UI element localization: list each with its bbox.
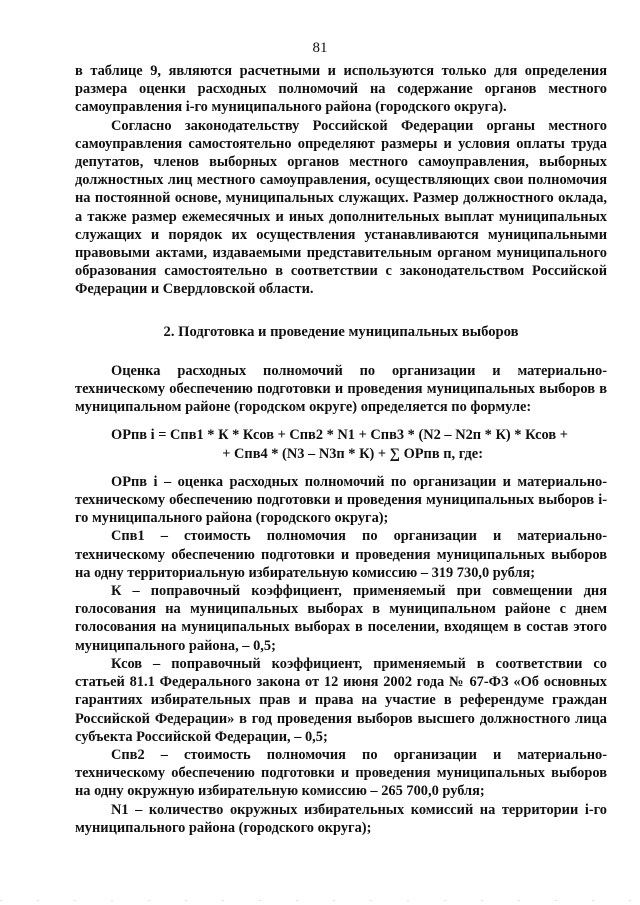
paragraph-intro: Оценка расходных полномочий по организации и материально-техническому обеспечению подготовки и проведения муниципальных выборов в муниципальном районе (городском округе) определяется по формуле:: [75, 362, 607, 416]
page-number: 81: [312, 40, 328, 56]
document-body: [75, 62, 607, 837]
formula-line-2: + Спв4 * (N3 – N3п * К) + ∑ ОРпв п, где:: [222, 445, 483, 462]
definition-k: К – поправочный коэффициент, применяемый при совмещении дня голосования на муниципальных выборах в муниципальном районе с днем голосования на муниципальных выборах в поселении, входящем в состав этого муниципального района, – 0,5;: [75, 583, 607, 654]
definition-n1: N1 – количество окружных избирательных комиссий на территории i-го муниципального района (городского округа);: [75, 801, 607, 836]
definition-spv2: Спв2 – стоимость полномочия по организации и материально-техническому обеспечению подготовки и проведения муниципальных выборов на одну окружную избирательную комиссию – 265 700,0 рубля;: [75, 746, 607, 800]
formula-line-1: ОРпв i = Спв1 * К * Ксов + Спв2 * N1 + Спв3 * (N2 – N2п * К) * Ксов +: [111, 427, 568, 444]
scan-edge-artifact: [0, 900, 640, 901]
formula-block: [75, 426, 607, 462]
paragraph-continuation: в таблице 9, являются расчетными и используются только для определения размера оценки расходных полномочий на содержание органов местного самоуправления i-го муниципального района (городского округа).: [75, 63, 607, 116]
definition-spv1: Спв1 – стоимость полномочия по организации и материально-техническому обеспечению подготовки и проведения муниципальных выборов на одну территориальную избирательную комиссию – 319 730,0 рубля;: [75, 528, 607, 581]
definition-orpv: ОРпв i – оценка расходных полномочий по организации и материально-техническому обеспечению подготовки и проведения муниципальных выборов i-го муниципального района (городского округа);: [75, 473, 607, 527]
section-heading: 2. Подготовка и проведение муниципальных выборов: [163, 323, 519, 340]
paragraph-legislation: Согласно законодательству Российской Федерации органы местного самоуправления самостоятельно определяют размеры и условия оплаты труда депутатов, членов выборных органов местного самоуправления, выборных должностных лиц местного самоуправления, осуществляющих свои полномочия на постоянной основе, муниципальных служащих. Размер должностного оклада, а также размер ежемесячных и иных дополнительных выплат муниципальных служащих и порядок их осуществления устанавливаются муниципальными правовыми актами, издаваемыми представительным органом муниципального образования самостоятельно в соответствии с законодательством Российской Федерации и Свердловской области.: [75, 117, 607, 298]
definition-ksov: Ксов – поправочный коэффициент, применяемый в соответствии со статьей 81.1 Федерального закона от 12 июня 2002 года № 67-ФЗ «Об основных гарантиях избирательных прав и права на участие в референдуме граждан Российской Федерации» в год проведения выборов высшего должностного лица субъекта Российской Федерации, – 0,5;: [75, 655, 607, 745]
